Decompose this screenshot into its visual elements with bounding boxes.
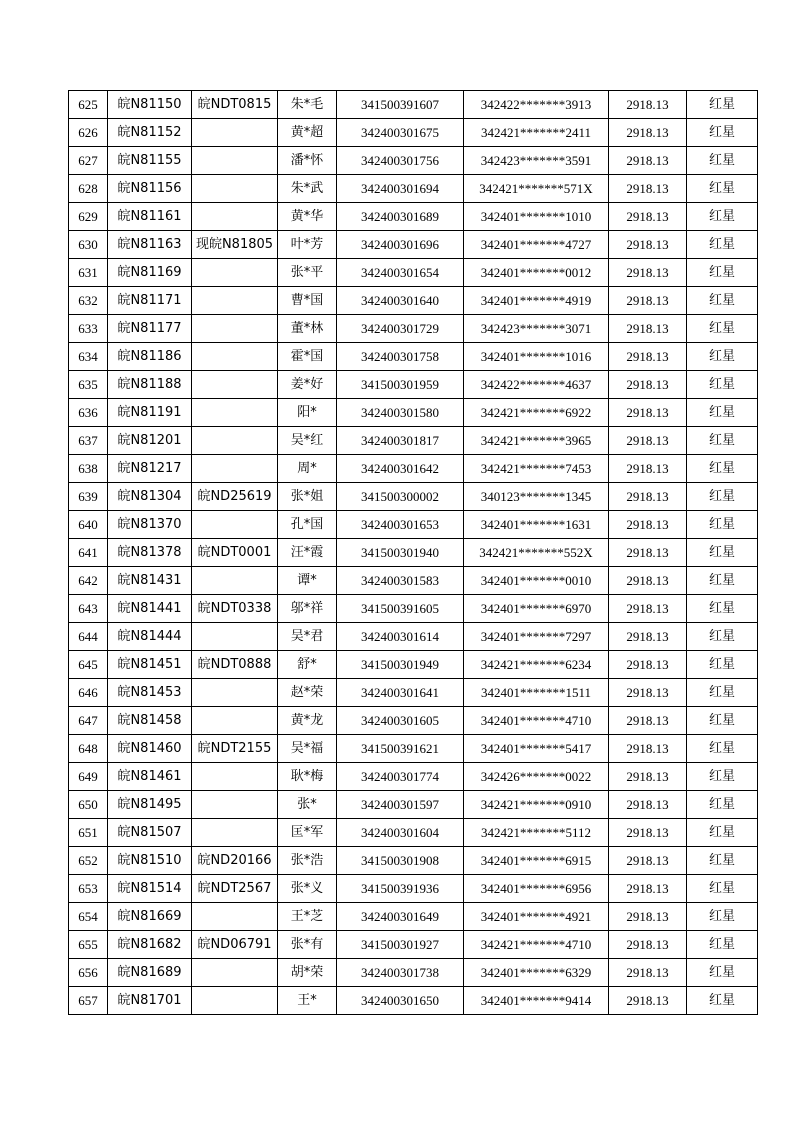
cell-amount: 2918.13 [609,875,687,903]
cell-org: 红星 [687,847,758,875]
cell-doc-num: 342400301654 [337,259,464,287]
cell-amount: 2918.13 [609,651,687,679]
cell-plate: 皖N81304 [108,483,192,511]
cell-amount: 2918.13 [609,287,687,315]
cell-name: 吴*福 [278,735,337,763]
table-row [69,259,758,287]
cell-org: 红星 [687,315,758,343]
table-row [69,427,758,455]
cell-index: 625 [69,91,108,119]
cell-org: 红星 [687,427,758,455]
cell-org: 红星 [687,931,758,959]
table-row [69,903,758,931]
cell-name: 张*浩 [278,847,337,875]
cell-amount: 2918.13 [609,399,687,427]
cell-old-plate [192,455,278,483]
cell-org: 红星 [687,175,758,203]
cell-org: 红星 [687,399,758,427]
cell-doc-num: 342400301738 [337,959,464,987]
cell-name: 邬*祥 [278,595,337,623]
cell-plate: 皖N81177 [108,315,192,343]
cell-id-num: 340123*******1345 [464,483,609,511]
table-body [69,91,758,1015]
cell-org: 红星 [687,791,758,819]
cell-amount: 2918.13 [609,595,687,623]
table-row [69,175,758,203]
cell-index: 653 [69,875,108,903]
cell-id-num: 342422*******3913 [464,91,609,119]
cell-amount: 2918.13 [609,987,687,1015]
cell-doc-num: 341500391936 [337,875,464,903]
cell-index: 645 [69,651,108,679]
cell-amount: 2918.13 [609,119,687,147]
cell-id-num: 342423*******3591 [464,147,609,175]
cell-old-plate [192,763,278,791]
cell-id-num: 342401*******6915 [464,847,609,875]
cell-old-plate [192,119,278,147]
table-row [69,371,758,399]
cell-doc-num: 342400301640 [337,287,464,315]
cell-amount: 2918.13 [609,483,687,511]
cell-name: 吴*红 [278,427,337,455]
cell-doc-num: 342400301729 [337,315,464,343]
cell-id-num: 342401*******6970 [464,595,609,623]
cell-name: 王*芝 [278,903,337,931]
table-row [69,707,758,735]
cell-plate: 皖N81460 [108,735,192,763]
cell-org: 红星 [687,987,758,1015]
cell-doc-num: 342400301694 [337,175,464,203]
cell-doc-num: 341500391607 [337,91,464,119]
cell-doc-num: 342400301580 [337,399,464,427]
cell-index: 647 [69,707,108,735]
cell-plate: 皖N81191 [108,399,192,427]
compensation-table [68,90,758,1015]
cell-old-plate [192,203,278,231]
cell-amount: 2918.13 [609,847,687,875]
cell-index: 631 [69,259,108,287]
cell-org: 红星 [687,539,758,567]
cell-org: 红星 [687,287,758,315]
cell-plate: 皖N81169 [108,259,192,287]
cell-plate: 皖N81201 [108,427,192,455]
cell-plate: 皖N81669 [108,903,192,931]
cell-old-plate: 皖NDT0338 [192,595,278,623]
cell-doc-num: 342400301614 [337,623,464,651]
cell-name: 阳* [278,399,337,427]
cell-name: 霍*国 [278,343,337,371]
cell-amount: 2918.13 [609,791,687,819]
cell-amount: 2918.13 [609,511,687,539]
table-row [69,539,758,567]
cell-org: 红星 [687,483,758,511]
cell-index: 648 [69,735,108,763]
table-row [69,763,758,791]
cell-plate: 皖N81682 [108,931,192,959]
cell-id-num: 342401*******5417 [464,735,609,763]
cell-id-num: 342401*******6329 [464,959,609,987]
cell-amount: 2918.13 [609,931,687,959]
table-row [69,483,758,511]
cell-amount: 2918.13 [609,203,687,231]
cell-name: 张*义 [278,875,337,903]
cell-plate: 皖N81152 [108,119,192,147]
cell-old-plate [192,343,278,371]
table-row [69,343,758,371]
cell-plate: 皖N81150 [108,91,192,119]
cell-doc-num: 342400301817 [337,427,464,455]
cell-doc-num: 342400301774 [337,763,464,791]
cell-old-plate: 皖ND06791 [192,931,278,959]
cell-id-num: 342421*******6234 [464,651,609,679]
cell-plate: 皖N81217 [108,455,192,483]
cell-index: 652 [69,847,108,875]
cell-doc-num: 342400301689 [337,203,464,231]
cell-amount: 2918.13 [609,259,687,287]
cell-index: 626 [69,119,108,147]
cell-id-num: 342421*******2411 [464,119,609,147]
cell-name: 汪*霞 [278,539,337,567]
cell-amount: 2918.13 [609,763,687,791]
cell-org: 红星 [687,511,758,539]
cell-org: 红星 [687,679,758,707]
cell-name: 姜*好 [278,371,337,399]
cell-old-plate: 皖ND25619 [192,483,278,511]
cell-name: 朱*毛 [278,91,337,119]
cell-name: 董*林 [278,315,337,343]
cell-id-num: 342401*******1511 [464,679,609,707]
cell-org: 红星 [687,91,758,119]
cell-name: 黄*华 [278,203,337,231]
cell-id-num: 342401*******1010 [464,203,609,231]
cell-org: 红星 [687,567,758,595]
cell-id-num: 342401*******7297 [464,623,609,651]
cell-amount: 2918.13 [609,707,687,735]
cell-id-num: 342421*******0910 [464,791,609,819]
cell-name: 叶*芳 [278,231,337,259]
cell-id-num: 342401*******0010 [464,567,609,595]
cell-org: 红星 [687,875,758,903]
cell-old-plate [192,175,278,203]
cell-doc-num: 341500301949 [337,651,464,679]
cell-old-plate [192,679,278,707]
cell-id-num: 342401*******4727 [464,231,609,259]
cell-org: 红星 [687,371,758,399]
table-row [69,735,758,763]
cell-name: 张*姐 [278,483,337,511]
table-row [69,595,758,623]
cell-name: 曹*国 [278,287,337,315]
cell-name: 孔*国 [278,511,337,539]
cell-org: 红星 [687,735,758,763]
table-row [69,119,758,147]
cell-org: 红星 [687,623,758,651]
table-row [69,455,758,483]
cell-id-num: 342401*******1631 [464,511,609,539]
cell-amount: 2918.13 [609,315,687,343]
cell-plate: 皖N81156 [108,175,192,203]
cell-org: 红星 [687,763,758,791]
cell-index: 657 [69,987,108,1015]
cell-index: 643 [69,595,108,623]
cell-old-plate [192,511,278,539]
cell-plate: 皖N81188 [108,371,192,399]
cell-amount: 2918.13 [609,735,687,763]
cell-old-plate: 皖NDT0001 [192,539,278,567]
cell-org: 红星 [687,595,758,623]
cell-name: 谭* [278,567,337,595]
table-row [69,231,758,259]
cell-index: 656 [69,959,108,987]
cell-doc-num: 342400301597 [337,791,464,819]
cell-old-plate [192,287,278,315]
cell-doc-num: 342400301583 [337,567,464,595]
cell-old-plate [192,259,278,287]
cell-doc-num: 342400301756 [337,147,464,175]
cell-index: 638 [69,455,108,483]
cell-index: 642 [69,567,108,595]
cell-doc-num: 342400301653 [337,511,464,539]
cell-index: 637 [69,427,108,455]
cell-old-plate [192,903,278,931]
cell-doc-num: 341500301927 [337,931,464,959]
cell-name: 王* [278,987,337,1015]
cell-old-plate [192,147,278,175]
cell-doc-num: 342400301604 [337,819,464,847]
cell-doc-num: 342400301758 [337,343,464,371]
cell-id-num: 342401*******6956 [464,875,609,903]
cell-index: 633 [69,315,108,343]
cell-old-plate [192,315,278,343]
cell-amount: 2918.13 [609,231,687,259]
cell-old-plate [192,791,278,819]
cell-plate: 皖N81171 [108,287,192,315]
cell-amount: 2918.13 [609,623,687,651]
cell-index: 641 [69,539,108,567]
cell-org: 红星 [687,959,758,987]
cell-name: 黄*超 [278,119,337,147]
cell-index: 640 [69,511,108,539]
cell-name: 耿*梅 [278,763,337,791]
cell-plate: 皖N81378 [108,539,192,567]
cell-old-plate [192,959,278,987]
cell-org: 红星 [687,119,758,147]
cell-name: 黄*龙 [278,707,337,735]
cell-doc-num: 342400301605 [337,707,464,735]
table-row [69,567,758,595]
cell-id-num: 342421*******7453 [464,455,609,483]
table-row [69,315,758,343]
table-row [69,203,758,231]
cell-org: 红星 [687,903,758,931]
cell-doc-num: 341500391621 [337,735,464,763]
cell-org: 红星 [687,707,758,735]
cell-doc-num: 342400301696 [337,231,464,259]
cell-id-num: 342401*******0012 [464,259,609,287]
cell-id-num: 342421*******5112 [464,819,609,847]
cell-org: 红星 [687,203,758,231]
cell-org: 红星 [687,259,758,287]
cell-plate: 皖N81458 [108,707,192,735]
cell-name: 吴*君 [278,623,337,651]
cell-index: 636 [69,399,108,427]
table-row [69,819,758,847]
cell-name: 周* [278,455,337,483]
cell-id-num: 342426*******0022 [464,763,609,791]
cell-plate: 皖N81163 [108,231,192,259]
cell-index: 651 [69,819,108,847]
cell-index: 644 [69,623,108,651]
cell-name: 张* [278,791,337,819]
cell-name: 潘*怀 [278,147,337,175]
cell-id-num: 342421*******552X [464,539,609,567]
cell-doc-num: 342400301641 [337,679,464,707]
cell-doc-num: 341500391605 [337,595,464,623]
cell-old-plate [192,399,278,427]
cell-plate: 皖N81701 [108,987,192,1015]
cell-index: 629 [69,203,108,231]
cell-name: 舒* [278,651,337,679]
cell-amount: 2918.13 [609,567,687,595]
cell-name: 赵*荣 [278,679,337,707]
cell-old-plate: 皖NDT2567 [192,875,278,903]
cell-old-plate: 皖ND20166 [192,847,278,875]
cell-plate: 皖N81441 [108,595,192,623]
cell-org: 红星 [687,231,758,259]
table-row [69,91,758,119]
cell-name: 朱*武 [278,175,337,203]
cell-org: 红星 [687,819,758,847]
cell-amount: 2918.13 [609,959,687,987]
cell-doc-num: 342400301642 [337,455,464,483]
table-row [69,959,758,987]
cell-doc-num: 341500300002 [337,483,464,511]
cell-index: 655 [69,931,108,959]
table-row [69,791,758,819]
cell-id-num: 342421*******6922 [464,399,609,427]
cell-amount: 2918.13 [609,539,687,567]
table-row [69,679,758,707]
cell-id-num: 342421*******3965 [464,427,609,455]
cell-old-plate: 现皖N81805 [192,231,278,259]
cell-amount: 2918.13 [609,903,687,931]
cell-old-plate [192,427,278,455]
cell-plate: 皖N81444 [108,623,192,651]
table-row [69,287,758,315]
cell-doc-num: 341500301959 [337,371,464,399]
cell-old-plate [192,567,278,595]
cell-amount: 2918.13 [609,455,687,483]
cell-id-num: 342401*******4919 [464,287,609,315]
cell-doc-num: 341500301908 [337,847,464,875]
cell-name: 胡*荣 [278,959,337,987]
table-row [69,147,758,175]
cell-old-plate [192,623,278,651]
cell-plate: 皖N81510 [108,847,192,875]
cell-plate: 皖N81514 [108,875,192,903]
table-row [69,623,758,651]
cell-id-num: 342421*******4710 [464,931,609,959]
table-row [69,511,758,539]
cell-doc-num: 342400301649 [337,903,464,931]
cell-plate: 皖N81451 [108,651,192,679]
cell-index: 650 [69,791,108,819]
cell-doc-num: 341500301940 [337,539,464,567]
cell-org: 红星 [687,455,758,483]
cell-amount: 2918.13 [609,679,687,707]
cell-plate: 皖N81507 [108,819,192,847]
cell-name: 张*有 [278,931,337,959]
table-row [69,399,758,427]
cell-plate: 皖N81186 [108,343,192,371]
cell-org: 红星 [687,147,758,175]
cell-index: 646 [69,679,108,707]
table-row [69,651,758,679]
cell-index: 627 [69,147,108,175]
cell-amount: 2918.13 [609,175,687,203]
cell-id-num: 342423*******3071 [464,315,609,343]
cell-index: 649 [69,763,108,791]
cell-name: 张*平 [278,259,337,287]
table-row [69,987,758,1015]
cell-old-plate [192,819,278,847]
cell-id-num: 342401*******9414 [464,987,609,1015]
cell-org: 红星 [687,343,758,371]
cell-amount: 2918.13 [609,427,687,455]
cell-index: 630 [69,231,108,259]
cell-plate: 皖N81461 [108,763,192,791]
cell-org: 红星 [687,651,758,679]
cell-old-plate: 皖NDT0815 [192,91,278,119]
cell-plate: 皖N81495 [108,791,192,819]
cell-name: 匡*军 [278,819,337,847]
cell-old-plate: 皖NDT2155 [192,735,278,763]
cell-plate: 皖N81155 [108,147,192,175]
cell-index: 654 [69,903,108,931]
cell-id-num: 342421*******571X [464,175,609,203]
cell-old-plate [192,707,278,735]
cell-index: 634 [69,343,108,371]
cell-plate: 皖N81161 [108,203,192,231]
cell-id-num: 342422*******4637 [464,371,609,399]
table-row [69,931,758,959]
cell-doc-num: 342400301675 [337,119,464,147]
cell-amount: 2918.13 [609,371,687,399]
cell-index: 639 [69,483,108,511]
cell-plate: 皖N81370 [108,511,192,539]
cell-old-plate [192,371,278,399]
cell-plate: 皖N81689 [108,959,192,987]
cell-index: 628 [69,175,108,203]
cell-index: 635 [69,371,108,399]
cell-amount: 2918.13 [609,343,687,371]
cell-index: 632 [69,287,108,315]
table-row [69,847,758,875]
cell-amount: 2918.13 [609,819,687,847]
cell-amount: 2918.13 [609,147,687,175]
cell-doc-num: 342400301650 [337,987,464,1015]
cell-old-plate: 皖NDT0888 [192,651,278,679]
cell-id-num: 342401*******4710 [464,707,609,735]
table-row [69,875,758,903]
cell-old-plate [192,987,278,1015]
cell-plate: 皖N81431 [108,567,192,595]
cell-plate: 皖N81453 [108,679,192,707]
cell-id-num: 342401*******1016 [464,343,609,371]
cell-id-num: 342401*******4921 [464,903,609,931]
cell-amount: 2918.13 [609,91,687,119]
